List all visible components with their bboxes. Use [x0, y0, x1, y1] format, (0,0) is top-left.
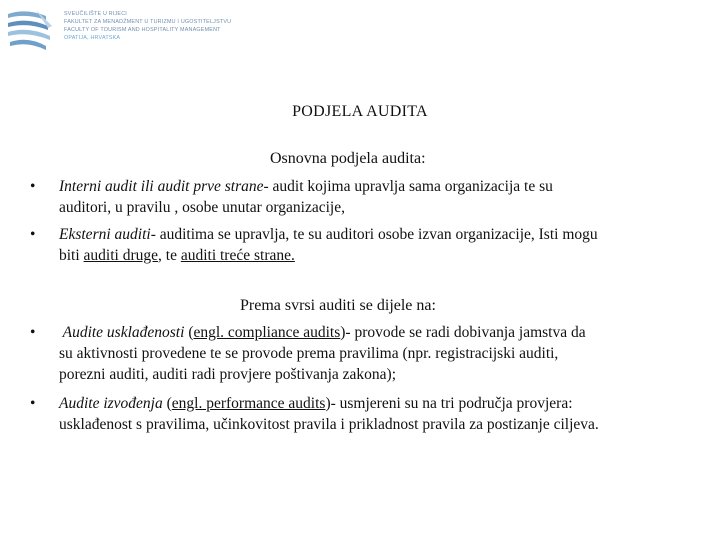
english-term: engl. compliance audits [193, 324, 341, 341]
item-term: Interni audit ili audit prve strane [59, 178, 264, 195]
faculty-logo-icon [6, 6, 58, 56]
underlined-term: auditi treće strane. [180, 247, 295, 264]
item-desc: )- provode se radi dobivanja jamstva da [340, 324, 586, 341]
bullet: • [30, 324, 36, 341]
institution-line: SVEUČILIŠTE U RIJECI [64, 11, 128, 17]
underlined-term: auditi druge [83, 247, 159, 264]
item-desc: - auditima se upravlja, te su auditori osobe izvan organizacije, Isti mogu [150, 226, 598, 243]
institution-name [64, 10, 231, 42]
item-desc-line: porezni auditi, auditi radi provjere poštivanja zakona); [59, 366, 397, 383]
page-title: PODJELA AUDITA [292, 103, 428, 120]
item-desc: biti [59, 247, 84, 264]
bullet: • [30, 178, 36, 195]
item-term: Audite usklađenosti [59, 324, 185, 341]
item-desc: - audit kojima upravlja sama organizacija te su [263, 178, 553, 195]
section-heading-purpose: Prema svrsi auditi se dijele na: [240, 297, 436, 314]
institution-line: OPATIJA, HRVATSKA [64, 35, 121, 41]
item-desc-line: usklađenost s pravilima, učinkovitost pravila i prikladnost pravila za postizanje ciljeva. [59, 416, 599, 433]
item-text [59, 393, 702, 435]
english-term: engl. performance audits [171, 395, 326, 412]
item-desc: ( [162, 395, 172, 412]
item-desc-line: su aktivnosti provedene te se provode prema pravilima (npr. registracijski auditi, [59, 345, 559, 362]
bullet: • [30, 395, 36, 412]
item-desc: ( [184, 324, 194, 341]
institution-line: FACULTY OF TOURISM AND HOSPITALITY MANAGEMENT [64, 27, 221, 33]
item-desc: , te [158, 247, 181, 264]
item-text [59, 176, 702, 218]
item-desc: )- usmjereni su na tri područja provjera: [325, 395, 573, 412]
item-term: Audite izvođenja [59, 395, 163, 412]
header [6, 6, 306, 56]
item-text [59, 322, 702, 385]
bullet: • [30, 226, 36, 243]
institution-line: FAKULTET ZA MENADŽMENT U TURIZMU I UGOSTITELJSTVU [64, 19, 232, 25]
item-term: Eksterni auditi [59, 226, 151, 243]
item-desc-line: auditori, u pravilu , osobe unutar organizacije, [59, 199, 345, 216]
section-heading-basic: Osnovna podjela audita: [270, 150, 426, 167]
item-text [59, 224, 702, 266]
